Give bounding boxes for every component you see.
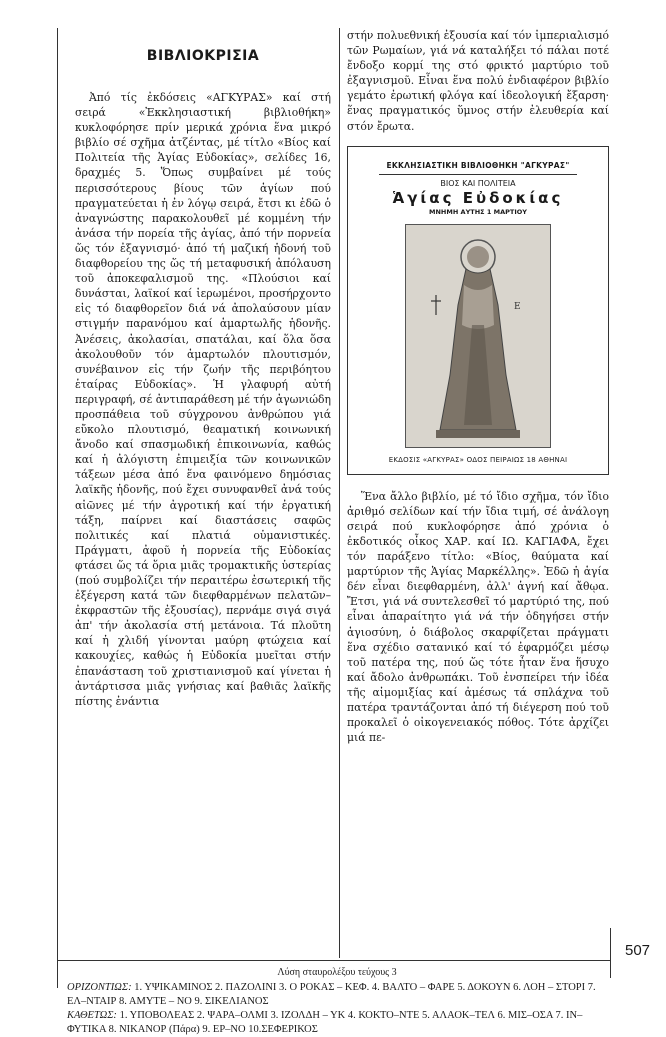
- saint-figure-icon: [406, 225, 550, 447]
- solution-title: Λύση σταυρολέξου τεύχους 3: [277, 967, 397, 978]
- svg-text:Ε: Ε: [514, 301, 521, 312]
- book-cover-box: [347, 146, 609, 475]
- down-label: ΚΑΘΕΤΩΣ:: [67, 1010, 117, 1021]
- right-paragraph-top: στήν πολυεθνική ἐξουσία καί τόν ἰμπεριαλισμό τῶν Ρωμαίων, γιά νά καταλήξει τό πάλαι ποτέ ἔνδοξο κορμί της στό φρικτό μαρτύριο τοῦ ἐξαγνισμοῦ. Εἶναι ἕνα πολύ ἐνδιαφέρον βιβλίο γεμάτο ἐρωτική φλόγα καί ἰδεολογική ἔξαρση· ἕνας πραγματικός ὕμνος στήν ἐλευθερία καί στόν ἔρωτα.: [347, 29, 609, 133]
- right-column: [347, 28, 609, 745]
- down-text: 1. ΥΠΟΒΟΛΕΑΣ 2. ΨΑΡΑ–ΟΛΜΙ 3. ΙΖΟΛΔΗ – ΥΚ 4. ΚΟΚΤΟ–ΝΤΕ 5. ΑΛΑΟΚ–ΤΕΛ 6. ΜΙΣ–ΟΣΑ 7. ΙΝ–ΦΥΤΙΚΑ 8. ΝΙΚΑΝΟΡ (Πάρα) 9. ΕΡ–ΝΟ 10.ΣΕΦΕΡΙΚΟΣ: [67, 1010, 583, 1035]
- book-title: Ἁγίας Εὐδοκίας: [392, 188, 564, 207]
- right-paragraph-bottom: Ἕνα ἄλλο βιβλίο, μέ τό ἴδιο σχῆμα, τόν ἴδιο ἀριθμό σελίδων καί τήν ἴδια τιμή, σέ ἀνάλογη σειρά πού κυκλοφόρησε ἀπό χρόνια ὁ ἐκδοτικός οἶκος ΧΑΡ. καί ΙΩ. ΚΑΓΙΑΦΑ, ἔχει τόν παράξενο τίτλο: «Βίος, θαύματα καί μαρτύριον τῆς Ἁγίας Μαρκέλλης». Ἐδῶ ἡ ἁγία δέν εἶναι διεφθαρμένη, ἀλλ' ἁγνή καί ἄθῳα. Ἔτσι, γιά νά συντελεσθεῖ τό μαρτύριό της, πού εἶναι ἀπαραίτητο γιά νά τήν ὁδηγήσει στήν ἁγιοσύνη, ὁ διάβολος σκαρφίζεται πράγματι ἕνα σχέδιο σατανικό καί τό ἐφαρμόζει μέσῳ τοῦ πατέρα της, πού ὥς τότε ἦταν ἕνα ἥσυχο καί ἄδολο ἀνθρωπάκι. Τοῦ ἐνσπείρει τήν ἰδέα τῆς αἱμομιξίας καί ἀμέσως τά σπλάχνα τοῦ πατέρα τραντάζονται ἀπό τή διέγερση πού τοῦ προκαλεῖ ὁ οἰκογενειακός πόθος. Τότε ἀρχίζει μιά πε-: [347, 489, 609, 745]
- across-text: 1. ΥΨΙΚΑΜΙΝΟΣ 2. ΠΑΖΟΛΙΝΙ 3. Ο ΡΟΚΑΣ – ΚΕΦ. 4. ΒΑΛΤΟ – ΦΑΡΕ 5. ΔΟΚΟΥΝ 6. ΛΟΗ – ΣΤΟΡΙ 7. ΕΛ–ΝΤΑΙΡ 8. ΑΜΥΤΕ – ΝΟ 9. ΣΙΚΕΛΙΑΝΟΣ: [67, 982, 596, 1007]
- solution-down: [67, 1009, 607, 1037]
- left-paragraph: Ἀπό τίς ἐκδόσεις «ΑΓΚΥΡΑΣ» καί στή σειρά «Ἐκκλησιαστική βιβλιοθήκη» κυκλοφόρησε πρίν μερικά χρόνια ἕνα μικρό βιβλίο σέ σχῆμα ἀτζέντας, μέ τίτλο «Βίος καί Πολιτεία τῆς Ἁγίας Εὐδοκίας», σελίδες 16, δραχμές 5. Ὅπως συμβαίνει μέ τούς περισσότερους βίους τῶν ἁγίων πού πραγματεύεται ἡ ἐν λόγῳ σειρά, ἔτσι κι ἐδῶ ὁ ἀναγνώστης παρακολουθεῖ μέ κομμένη τήν ἀνάσα τήν πορεία τῆς ἁγίας, ἀπό τήν πορνεία ὥς τόν ἐξαγνισμό· ἀπό τή μαζική ἡδονή τοῦ διαφθορείου της ὥς τή μεταφυσική ἀπόλαυση τοῦ ἀποκεφαλισμοῦ της. «Πλούσιοι καί δυνάσται, λαϊκοί καί ἱερωμένοι, προσήρχοντο εἰς τό διαφθορεῖον διά νά ἀπολαύσουν μίαν στιγμήν παρανόμου καί ἁμαρτωλῆς ἡδονῆς. Ἀνέσεις, ἀκολασίαι, σπατάλαι, καί ὅλα ὅσα ἀκολουθοῦν τόν ἁμαρτωλόν πλουτισμόν, συνέβαινον εἰς τήν ζωήν τῆς περιβόητου ἑταίρας Εὐδοκίας». Ἡ γλαφυρή αὐτή περιγραφή, σέ ἀντιπαράθεση μέ τήν ἀγωνιώδη προσπάθεια τοῦ σύγχρονου ἀνθρώπου γιά εὔκολο πλουτισμό, θεαματική κοινωνική ἄνοδο καί σπασμωδική ἐπικοινωνία, καθώς καί ἡ ἀλόγιστη ἐπιμειξία τῶν κοινωνικῶν τάξεων μέσα ἀπό ἕνα φαινόμενο δημόσιας λαϊκῆς ἡδονῆς, πού ἔχει συνυφανθεῖ ἀνά τούς αἰῶνες μέ τήν ἀγροτική καί τήν ἐργατική τάξη, παίρνει καί διαστάσεις σαφῶς πολιτικές καί πλατιά οὑμανιστικές. Πράγματι, ἀφοῦ ἡ πορνεία τῆς Εὐδοκίας φτάσει ὥς τά ὅρια μιᾶς τρομακτικῆς ὑστερίας (πού συμβολίζει τήν περαιτέρω ἐσωτερική τῆς ἐξέγερση κατά τῶν διεφθαρμένων πελατῶν–ἐκφραστῶν τῆς ἐξουσίας), περνάμε σιγά σιγά ἀπ' τήν ἀκολασία στή μετάνοια. Τά πλοῦτη καί ἡ χλιδή γίνονται μαύρη φτώχεια καί κακουχίες, καθώς ἡ Εὐδοκία μυεῖται στήν ἐπανάσταση τοῦ χριστιανισμοῦ καί γίνεται ἡ ἀντάρτισσα μιᾶς γνήσιας καί βαθιᾶς λαϊκῆς πίστης ἐνάντια: [75, 91, 331, 708]
- solution-across: [67, 981, 607, 1009]
- page-frame: [57, 28, 611, 1035]
- book-series-header: ΕΚΚΛΗΣΙΑΣΤΙΚΗ ΒΙΒΛΙΟΘΗΚΗ "ΑΓΚΥΡΑΣ": [386, 160, 570, 170]
- left-column: [75, 28, 331, 709]
- crossword-solution: [67, 966, 607, 1037]
- page-title: ΒΙΒΛΙΟΚΡΙΣΙΑ: [146, 48, 260, 64]
- saint-icon-image: [405, 224, 551, 448]
- across-label: ΟΡΙΖΟΝΤΙΩΣ:: [67, 982, 132, 993]
- page-number: 507: [625, 942, 651, 959]
- book-publisher-footer: ΕΚΔΟΣΙΣ «ΑΓΚΥΡΑΣ» ΟΔΟΣ ΠΕΙΡΑΙΩΣ 18 ΑΘΗΝΑΙ: [388, 455, 568, 464]
- book-memory-date: ΜΝΗΜΗ ΑΥΤΗΣ 1 ΜΑΡΤΙΟΥ: [429, 207, 527, 216]
- column-divider: [339, 28, 340, 958]
- solution-divider: [57, 960, 611, 961]
- book-subtitle: ΒΙΟΣ ΚΑΙ ΠΟΛΙΤΕΙΑ: [440, 178, 516, 188]
- left-margin-rule: [57, 28, 58, 988]
- page-edge-rule: [610, 928, 611, 978]
